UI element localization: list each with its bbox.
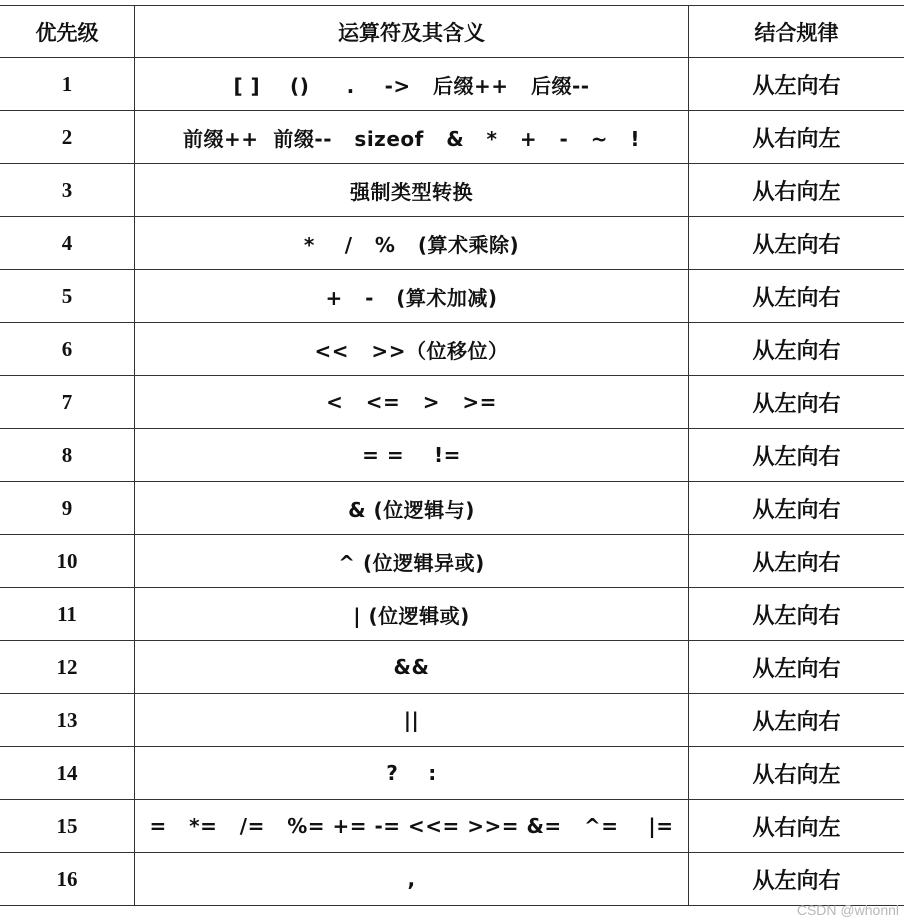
precedence-level-cell: 12 [0, 641, 135, 694]
operators-cell: || [135, 694, 689, 747]
operators-cell: * / % (算术乘除) [135, 217, 689, 270]
header-row [0, 6, 904, 58]
precedence-level-cell: 10 [0, 535, 135, 588]
table-row [0, 747, 904, 800]
precedence-level-cell: 1 [0, 58, 135, 111]
operators-cell: ^ (位逻辑异或) [135, 535, 689, 588]
table-row [0, 376, 904, 429]
operators-cell: , [135, 853, 689, 906]
operators-cell: << >>（位移位） [135, 323, 689, 376]
associativity-cell: 从左向右 [689, 217, 905, 270]
precedence-level-cell: 11 [0, 588, 135, 641]
table-row [0, 217, 904, 270]
table-row [0, 535, 904, 588]
table-row [0, 164, 904, 217]
header-operators: 运算符及其含义 [135, 6, 689, 58]
watermark: CSDN @whonnl [796, 902, 899, 918]
precedence-level-cell: 7 [0, 376, 135, 429]
table-body [0, 58, 904, 906]
associativity-cell: 从左向右 [689, 482, 905, 535]
table-row [0, 323, 904, 376]
operators-cell: = *= /= %= += -= <<= >>= &= ^= |= [135, 800, 689, 853]
precedence-level-cell: 3 [0, 164, 135, 217]
table-row [0, 111, 904, 164]
table-row [0, 694, 904, 747]
header-associativity: 结合规律 [689, 6, 905, 58]
associativity-cell: 从左向右 [689, 694, 905, 747]
table-row [0, 270, 904, 323]
operators-cell: | (位逻辑或) [135, 588, 689, 641]
precedence-level-cell: 5 [0, 270, 135, 323]
precedence-level-cell: 14 [0, 747, 135, 800]
associativity-cell: 从左向右 [689, 376, 905, 429]
header-level: 优先级 [0, 6, 135, 58]
table-header [0, 6, 904, 58]
precedence-level-cell: 8 [0, 429, 135, 482]
table-row [0, 641, 904, 694]
operators-cell: < <= > >= [135, 376, 689, 429]
operators-cell: = = != [135, 429, 689, 482]
associativity-cell: 从左向右 [689, 323, 905, 376]
associativity-cell: 从右向左 [689, 800, 905, 853]
table-row [0, 482, 904, 535]
operators-cell: && [135, 641, 689, 694]
precedence-level-cell: 6 [0, 323, 135, 376]
operators-cell: ? : [135, 747, 689, 800]
associativity-cell: 从右向左 [689, 747, 905, 800]
associativity-cell: 从左向右 [689, 641, 905, 694]
associativity-cell: 从左向右 [689, 588, 905, 641]
operators-cell: & (位逻辑与) [135, 482, 689, 535]
operators-cell: [ ] () . -> 后缀++ 后缀-- [135, 58, 689, 111]
table-row [0, 800, 904, 853]
associativity-cell: 从右向左 [689, 111, 905, 164]
associativity-cell: 从左向右 [689, 270, 905, 323]
table-row [0, 853, 904, 906]
precedence-level-cell: 15 [0, 800, 135, 853]
table-row [0, 58, 904, 111]
precedence-level-cell: 13 [0, 694, 135, 747]
table-row [0, 588, 904, 641]
precedence-level-cell: 16 [0, 853, 135, 906]
precedence-level-cell: 4 [0, 217, 135, 270]
operator-precedence-table [0, 5, 904, 906]
operators-cell: 强制类型转换 [135, 164, 689, 217]
operators-cell: + - (算术加减) [135, 270, 689, 323]
table-row [0, 429, 904, 482]
associativity-cell: 从左向右 [689, 535, 905, 588]
associativity-cell: 从左向右 [689, 58, 905, 111]
operators-cell: 前缀++ 前缀-- sizeof & * + - ~ ! [135, 111, 689, 164]
precedence-level-cell: 2 [0, 111, 135, 164]
precedence-level-cell: 9 [0, 482, 135, 535]
associativity-cell: 从右向左 [689, 164, 905, 217]
associativity-cell: 从左向右 [689, 429, 905, 482]
associativity-cell: 从左向右 [689, 853, 905, 906]
